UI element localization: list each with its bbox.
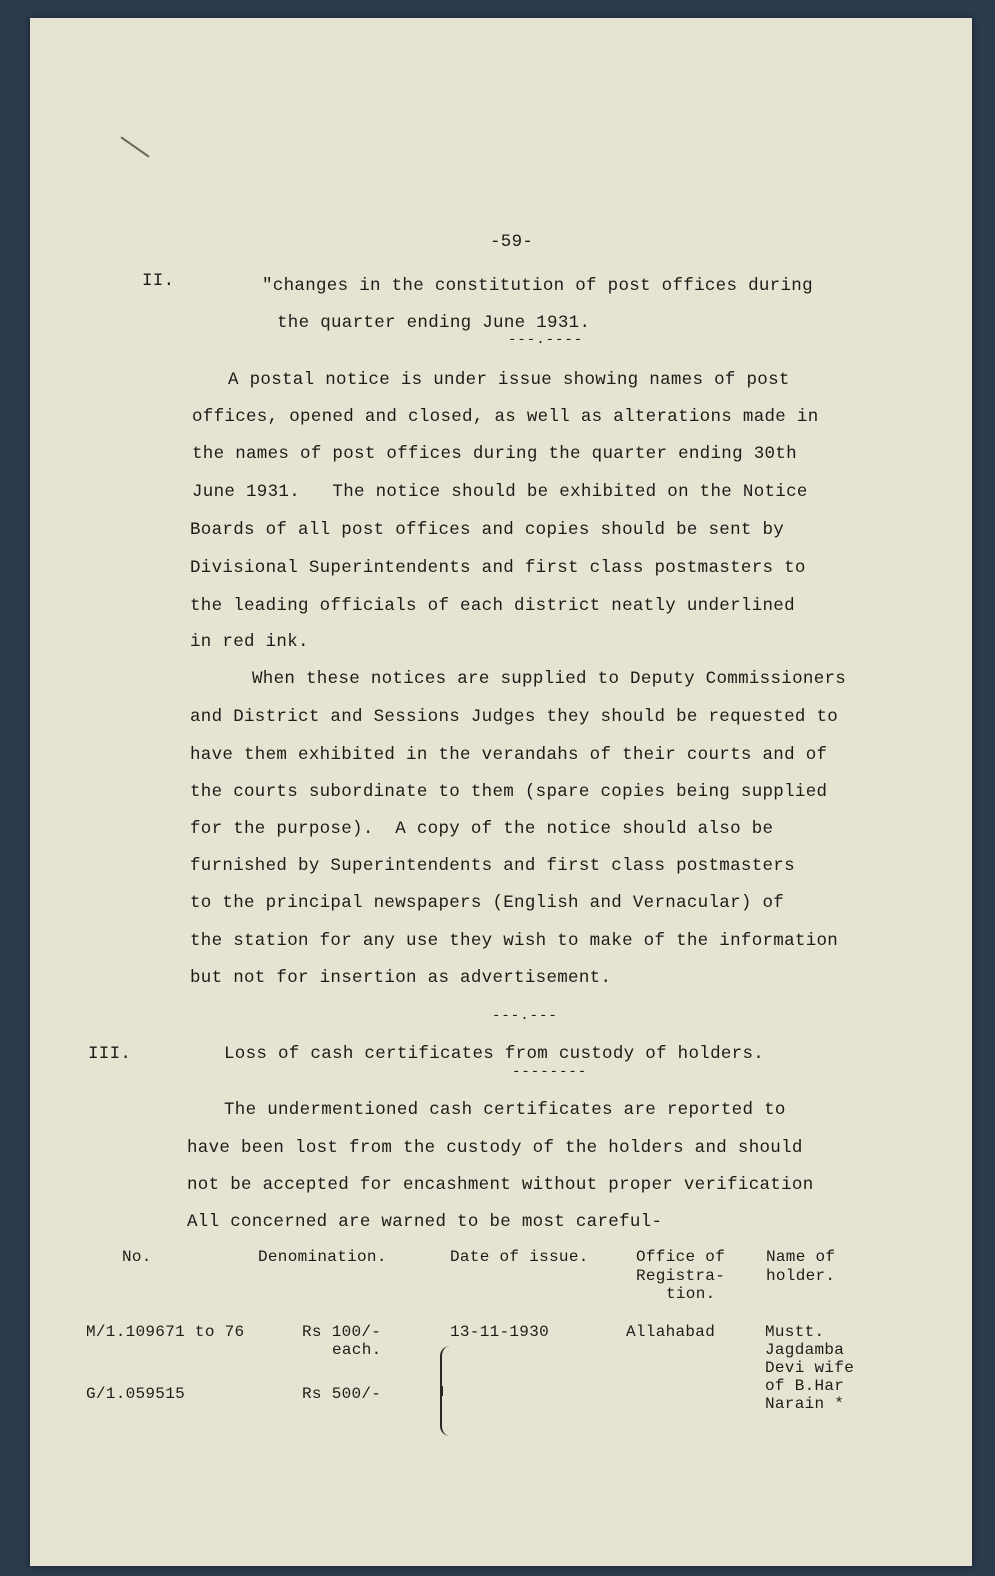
text-line: the names of post offices during the quarter ending 30th [192,444,797,464]
text-line: The undermentioned cash certificates are reported to [224,1100,786,1120]
header-holder-line: holder. [766,1267,836,1285]
text-line: but not for insertion as advertisement. [190,968,612,988]
text-line: not be accepted for encashment without proper verification [187,1175,814,1195]
text-line: the station for any use they wish to make of the information [190,931,839,951]
row-1-denomination-line: Rs 100/- [302,1323,382,1341]
text-line: the courts subordinate to them (spare copies being supplied [190,782,828,802]
header-denomination: Denomination. [258,1248,387,1266]
date-of-issue-value: 13-11-1930 [450,1323,550,1341]
header-holder-line: Name of [766,1248,836,1266]
text-line: June 1931. The notice should be exhibited on the Notice [192,482,808,502]
section-ii-heading-underline: ---.---- [508,332,584,348]
text-line: for the purpose). A copy of the notice should also be [190,819,774,839]
holder-line: of B.Har [765,1377,845,1395]
text-line: When these notices are supplied to Deputy Commissioners [252,669,847,689]
section-ii-numeral: II. [142,271,175,291]
holder-line: Devi wife [765,1359,855,1377]
holder-line: Narain * [765,1395,845,1413]
page-number: -59- [490,232,534,252]
text-line: to the principal newspapers (English and Vernacular) of [190,893,785,913]
text-line: in red ink. [190,632,309,652]
row-1-number: M/1.109671 to 76 [86,1323,245,1341]
header-office-line: Office of [636,1248,726,1266]
header-date-of-issue: Date of issue. [450,1248,589,1266]
document-page [30,18,972,1566]
text-line: Boards of all post offices and copies should be sent by [190,520,785,540]
text-line: A postal notice is under issue showing names of post [228,370,790,390]
row-1-denomination-line: each. [332,1341,382,1359]
text-line: All concerned are warned to be most careful- [187,1212,663,1232]
header-office-line: Registra- [636,1267,726,1285]
paper-crease [121,136,150,157]
text-line: the leading officials of each district neatly underlined [190,596,795,616]
header-no: No. [122,1248,152,1266]
text-line: and District and Sessions Judges they should be requested to [190,707,839,727]
text-line: have them exhibited in the verandahs of their courts and of [190,745,828,765]
section-iii-heading: Loss of cash certificates from custody of holders. [224,1044,765,1064]
section-ii-heading-line-1: "changes in the constitution of post offices during [262,276,813,296]
holder-line: Mustt. [765,1323,825,1341]
text-line: Divisional Superintendents and first class postmasters to [190,558,806,578]
holder-line: Jagdamba [765,1341,845,1359]
text-line: have been lost from the custody of the holders and should [187,1138,803,1158]
text-line: offices, opened and closed, as well as alterations made in [192,407,819,427]
grouping-brace [440,1346,456,1436]
section-separator: ---.--- [492,1008,558,1024]
section-iii-numeral: III. [88,1044,132,1064]
row-2-number: G/1.059515 [86,1385,186,1403]
row-2-denomination: Rs 500/- [302,1385,382,1403]
office-value: Allahabad [626,1323,716,1341]
text-line: furnished by Superintendents and first class postmasters [190,856,795,876]
section-iii-heading-underline: -------- [512,1064,588,1080]
header-office-line: tion. [666,1285,716,1303]
section-ii-heading-line-2: the quarter ending June 1931. [277,313,591,333]
